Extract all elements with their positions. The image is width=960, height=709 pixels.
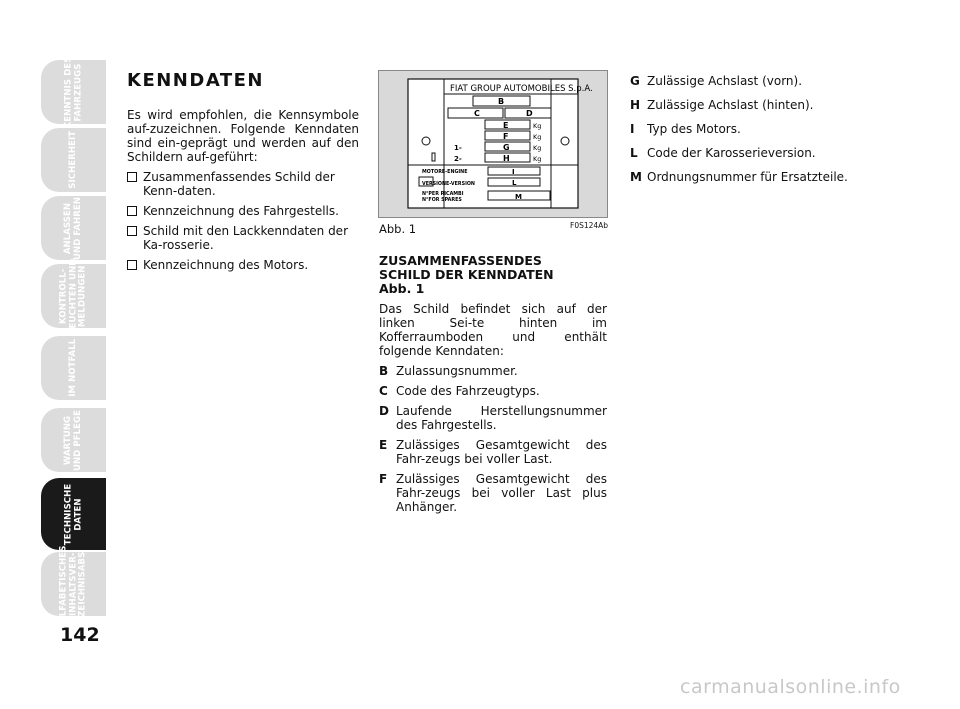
tab-technische-daten[interactable] bbox=[41, 478, 106, 550]
tab-wartung-und-pflege[interactable] bbox=[41, 408, 106, 472]
identification-plate-figure bbox=[378, 70, 608, 218]
letter-c: C bbox=[474, 109, 480, 118]
definition-item bbox=[630, 98, 860, 112]
list-item bbox=[127, 258, 359, 272]
tab-kenntnis-des-fahrzeugs[interactable] bbox=[41, 56, 106, 128]
list-item-text: Kennzeichnung des Motors. bbox=[143, 258, 309, 272]
list-item-text: Schild mit den Lackkenndaten der Ka-rosserie. bbox=[143, 224, 348, 252]
row-2-label: 2- bbox=[454, 155, 462, 163]
versione-version-label: VERSIONE-VERSION bbox=[422, 182, 475, 187]
definition-text: Zulässiges Gesamtgewicht des Fahr-zeugs bei voller Last plus Anhänger. bbox=[396, 472, 607, 514]
letter-e: E bbox=[503, 121, 509, 130]
definition-key: E bbox=[379, 438, 388, 452]
kg-e: Kg bbox=[533, 122, 542, 130]
definition-key: G bbox=[630, 74, 640, 88]
section-intro: Das Schild befindet sich auf der linken Sei-te hinten im Kofferraumboden und enthält folgende Kenndaten: bbox=[379, 302, 607, 358]
section-heading-line-1: ZUSAMMENFASSENDES bbox=[379, 253, 542, 268]
definition-item bbox=[379, 404, 607, 432]
definition-text: Zulässiges Gesamtgewicht des Fahr-zeugs bei voller Last. bbox=[396, 438, 607, 466]
figure-code: F0S124Ab bbox=[570, 221, 609, 230]
tab-label: SICHERHEIT bbox=[67, 131, 78, 189]
motore-engine-label: MOTORE-ENGINE bbox=[422, 170, 468, 175]
middle-column bbox=[379, 254, 607, 514]
section-heading-figure-ref: Abb. 1 bbox=[379, 281, 425, 296]
tab-label: ANLASSEN UND FAHREN bbox=[63, 196, 83, 260]
definition-text: Laufende Herstellungsnummer des Fahrgestells. bbox=[396, 404, 607, 432]
definition-key: I bbox=[630, 122, 635, 136]
definition-text: Typ des Motors. bbox=[647, 122, 741, 136]
definition-item bbox=[379, 384, 607, 398]
definition-text: Code der Karosserieversion. bbox=[647, 146, 816, 160]
checkbox-bullet-icon bbox=[127, 226, 137, 236]
left-column bbox=[127, 108, 359, 272]
tab-kontrollleuchten[interactable] bbox=[41, 258, 106, 334]
definition-item bbox=[630, 74, 860, 88]
definition-key: F bbox=[379, 472, 388, 486]
tab-label: KONTROLL- LEUCHTEN UND MELDUNGEN bbox=[58, 258, 88, 334]
tab-label: WARTUNG UND PFLEGE bbox=[62, 409, 83, 471]
definition-text: Zulassungsnummer. bbox=[396, 364, 518, 378]
letter-i: I bbox=[512, 168, 515, 176]
plate-title: FIAT GROUP AUTOMOBILES S.p.A. bbox=[450, 84, 593, 94]
definition-item bbox=[630, 170, 860, 184]
letter-b: B bbox=[498, 97, 505, 106]
definition-item bbox=[630, 122, 860, 136]
definition-text: Zulässige Achslast (hinten). bbox=[647, 98, 814, 112]
list-item bbox=[127, 170, 359, 198]
definition-text: Ordnungsnummer für Ersatzteile. bbox=[647, 170, 848, 184]
definition-key: H bbox=[630, 98, 641, 112]
definition-item bbox=[379, 364, 607, 378]
checkbox-bullet-icon bbox=[127, 172, 137, 182]
tab-alfabetisches-inhaltsverzeichnis[interactable] bbox=[41, 545, 106, 623]
kg-h: Kg bbox=[533, 155, 542, 163]
tab-im-notfall[interactable] bbox=[41, 336, 106, 400]
tab-label: KENNTNIS DES FAHRZEUGS bbox=[63, 56, 83, 128]
definition-text: Zulässige Achslast (vorn). bbox=[647, 74, 803, 88]
watermark: carmanualsonline.info bbox=[680, 676, 901, 698]
ricambi-label-1: N°PER RICAMBI bbox=[422, 192, 464, 197]
definition-item bbox=[630, 146, 860, 160]
letter-l: L bbox=[512, 179, 517, 187]
page-number: 142 bbox=[60, 624, 100, 646]
definition-item bbox=[379, 472, 607, 514]
definition-item bbox=[379, 438, 607, 466]
kg-f: Kg bbox=[533, 133, 542, 141]
row-1-label: 1- bbox=[454, 144, 462, 152]
ricambi-label-2: N°FOR SPARES bbox=[422, 198, 462, 203]
tab-label: ALFABETISCHES INHALTSVER- ZEICHNISABS bbox=[58, 545, 88, 623]
list-item bbox=[127, 204, 359, 218]
page-title: KENNDATEN bbox=[127, 70, 264, 91]
checkbox-bullet-icon bbox=[127, 206, 137, 216]
definition-text: Code des Fahrzeugtyps. bbox=[396, 384, 540, 398]
right-column bbox=[630, 74, 860, 184]
tab-label: IM NOTFALL bbox=[67, 339, 78, 397]
definition-key: B bbox=[379, 364, 389, 378]
letter-f: F bbox=[503, 132, 509, 141]
letter-d: D bbox=[526, 109, 533, 118]
definition-key: L bbox=[630, 146, 638, 160]
plate-outline bbox=[408, 79, 578, 208]
intro-text: Es wird empfohlen, die Kennsymbole auf-zuzeichnen. Folgende Kenndaten sind ein-geprägt und werden auf den Schildern auf-geführt: bbox=[127, 108, 359, 164]
definition-key: C bbox=[379, 384, 388, 398]
tab-label: TECHNISCHE DATEN bbox=[62, 483, 83, 545]
kg-g: Kg bbox=[533, 144, 542, 152]
checkbox-bullet-icon bbox=[127, 260, 137, 270]
letter-h: H bbox=[503, 154, 510, 163]
figure-caption: Abb. 1 bbox=[379, 222, 417, 236]
definition-key: M bbox=[630, 170, 642, 184]
tab-sicherheit[interactable] bbox=[41, 128, 106, 192]
tab-anlassen-und-fahren[interactable] bbox=[41, 196, 106, 260]
section-heading-line-2: SCHILD DER KENNDATEN bbox=[379, 267, 554, 282]
list-item-text: Kennzeichnung des Fahrgestells. bbox=[143, 204, 339, 218]
list-item bbox=[127, 224, 359, 252]
list-item-text: Zusammenfassendes Schild der Kenn-daten. bbox=[143, 170, 335, 198]
letter-m: M bbox=[515, 193, 522, 201]
letter-g: G bbox=[503, 143, 510, 152]
definition-key: D bbox=[379, 404, 389, 418]
